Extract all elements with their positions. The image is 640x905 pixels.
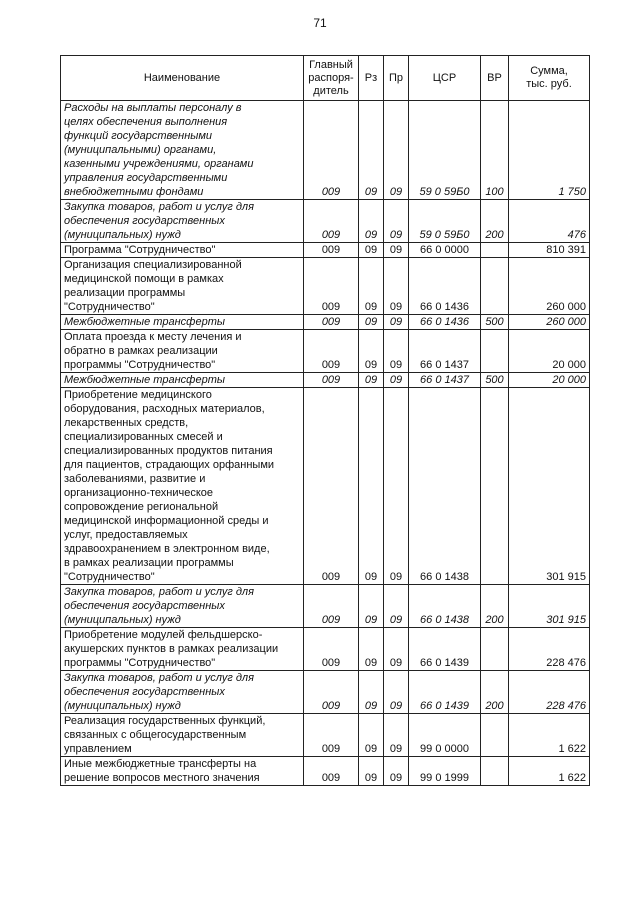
cell-csr: 66 0 1439	[409, 628, 481, 671]
table-row	[61, 714, 590, 757]
cell-rz: 09	[359, 101, 384, 200]
cell-rz: 09	[359, 330, 384, 373]
cell-csr: 59 0 59Б0	[409, 200, 481, 243]
cell-sum: 228 476	[509, 671, 590, 714]
cell-sum: 1 750	[509, 101, 590, 200]
cell-manager: 009	[304, 243, 359, 258]
cell-manager: 009	[304, 585, 359, 628]
cell-pr: 09	[384, 585, 409, 628]
cell-rz: 09	[359, 628, 384, 671]
table-row	[61, 373, 590, 388]
cell-manager: 009	[304, 258, 359, 315]
table-row	[61, 243, 590, 258]
cell-rz: 09	[359, 373, 384, 388]
cell-csr: 99 0 1999	[409, 757, 481, 786]
cell-vr	[481, 388, 509, 585]
cell-name: Оплата проезда к месту лечения и обратно в рамках реализации программы "Сотрудничество"	[61, 330, 304, 373]
cell-sum: 228 476	[509, 628, 590, 671]
table-row	[61, 757, 590, 786]
cell-pr: 09	[384, 243, 409, 258]
cell-name: Закупка товаров, работ и услуг для обеспечения государственных (муниципальных) нужд	[61, 585, 304, 628]
table-row	[61, 585, 590, 628]
cell-name: Закупка товаров, работ и услуг для обеспечения государственных (муниципальных) нужд	[61, 671, 304, 714]
cell-manager: 009	[304, 388, 359, 585]
cell-pr: 09	[384, 315, 409, 330]
cell-rz: 09	[359, 757, 384, 786]
cell-manager: 009	[304, 330, 359, 373]
cell-csr: 66 0 1437	[409, 373, 481, 388]
cell-rz: 09	[359, 243, 384, 258]
cell-sum: 1 622	[509, 714, 590, 757]
cell-name: Приобретение модулей фельдшерско- акушерских пунктов в рамках реализации программы "Сотрудничество"	[61, 628, 304, 671]
cell-name: Расходы на выплаты персоналу в целях обеспечения выполнения функций государственными (муниципальными) органами, казенными учреждениями, органами управления государственными внебюджетными фондами	[61, 101, 304, 200]
header-rz: Рз	[359, 56, 384, 101]
cell-rz: 09	[359, 315, 384, 330]
cell-vr: 200	[481, 585, 509, 628]
cell-sum: 20 000	[509, 330, 590, 373]
header-row	[61, 56, 590, 101]
cell-sum: 301 915	[509, 585, 590, 628]
cell-manager: 009	[304, 315, 359, 330]
cell-rz: 09	[359, 585, 384, 628]
table-row	[61, 315, 590, 330]
cell-name: Межбюджетные трансферты	[61, 373, 304, 388]
cell-vr: 500	[481, 315, 509, 330]
cell-pr: 09	[384, 714, 409, 757]
cell-csr: 66 0 1438	[409, 388, 481, 585]
header-name: Наименование	[61, 56, 304, 101]
cell-csr: 59 0 59Б0	[409, 101, 481, 200]
cell-csr: 66 0 1436	[409, 315, 481, 330]
cell-manager: 009	[304, 373, 359, 388]
header-pr: Пр	[384, 56, 409, 101]
cell-pr: 09	[384, 671, 409, 714]
header-csr: ЦСР	[409, 56, 481, 101]
budget-table	[60, 55, 590, 786]
cell-manager: 009	[304, 671, 359, 714]
cell-pr: 09	[384, 373, 409, 388]
table-row	[61, 671, 590, 714]
cell-pr: 09	[384, 330, 409, 373]
cell-name: Иные межбюджетные трансферты на решение вопросов местного значения	[61, 757, 304, 786]
cell-vr: 200	[481, 200, 509, 243]
cell-manager: 009	[304, 628, 359, 671]
cell-sum: 301 915	[509, 388, 590, 585]
cell-name: Межбюджетные трансферты	[61, 315, 304, 330]
header-vr: ВР	[481, 56, 509, 101]
cell-csr: 66 0 1438	[409, 585, 481, 628]
table-row	[61, 388, 590, 585]
cell-vr	[481, 714, 509, 757]
cell-sum: 810 391	[509, 243, 590, 258]
cell-vr	[481, 628, 509, 671]
header-manager: Главный распоря- дитель	[304, 56, 359, 101]
cell-pr: 09	[384, 628, 409, 671]
table-row	[61, 628, 590, 671]
cell-sum: 20 000	[509, 373, 590, 388]
cell-rz: 09	[359, 714, 384, 757]
cell-vr	[481, 757, 509, 786]
cell-rz: 09	[359, 671, 384, 714]
cell-manager: 009	[304, 200, 359, 243]
cell-rz: 09	[359, 258, 384, 315]
cell-name: Организация специализированной медицинской помощи в рамках реализации программы "Сотрудничество"	[61, 258, 304, 315]
cell-csr: 66 0 1437	[409, 330, 481, 373]
cell-sum: 260 000	[509, 315, 590, 330]
cell-manager: 009	[304, 714, 359, 757]
cell-name: Реализация государственных функций, связанных с общегосударственным управлением	[61, 714, 304, 757]
table-row	[61, 258, 590, 315]
table-row	[61, 200, 590, 243]
cell-sum: 476	[509, 200, 590, 243]
cell-vr	[481, 258, 509, 315]
cell-pr: 09	[384, 757, 409, 786]
cell-manager: 009	[304, 101, 359, 200]
cell-csr: 66 0 0000	[409, 243, 481, 258]
cell-rz: 09	[359, 388, 384, 585]
page-number: 71	[313, 16, 327, 30]
cell-pr: 09	[384, 388, 409, 585]
header-sum: Сумма, тыс. руб.	[509, 56, 590, 101]
table-row	[61, 330, 590, 373]
cell-csr: 99 0 0000	[409, 714, 481, 757]
cell-sum: 260 000	[509, 258, 590, 315]
cell-vr	[481, 243, 509, 258]
cell-name: Приобретение медицинского оборудования, расходных материалов, лекарственных средств, специализированных смесей и специализированных продуктов питания для пациентов, страдающих орфанными заболеваниями, развитие и организационно-техническое сопровождение региональной медицинской информационной среды и услуг, предоставляемых здравоохранением в электронном виде, в рамках реализации программы "Сотрудничество"	[61, 388, 304, 585]
cell-pr: 09	[384, 200, 409, 243]
cell-pr: 09	[384, 101, 409, 200]
cell-vr: 200	[481, 671, 509, 714]
cell-vr: 500	[481, 373, 509, 388]
cell-rz: 09	[359, 200, 384, 243]
cell-vr	[481, 330, 509, 373]
cell-pr: 09	[384, 258, 409, 315]
cell-sum: 1 622	[509, 757, 590, 786]
cell-name: Программа "Сотрудничество"	[61, 243, 304, 258]
cell-vr: 100	[481, 101, 509, 200]
cell-manager: 009	[304, 757, 359, 786]
cell-csr: 66 0 1439	[409, 671, 481, 714]
table-row	[61, 101, 590, 200]
cell-name: Закупка товаров, работ и услуг для обеспечения государственных (муниципальных) нужд	[61, 200, 304, 243]
cell-csr: 66 0 1436	[409, 258, 481, 315]
